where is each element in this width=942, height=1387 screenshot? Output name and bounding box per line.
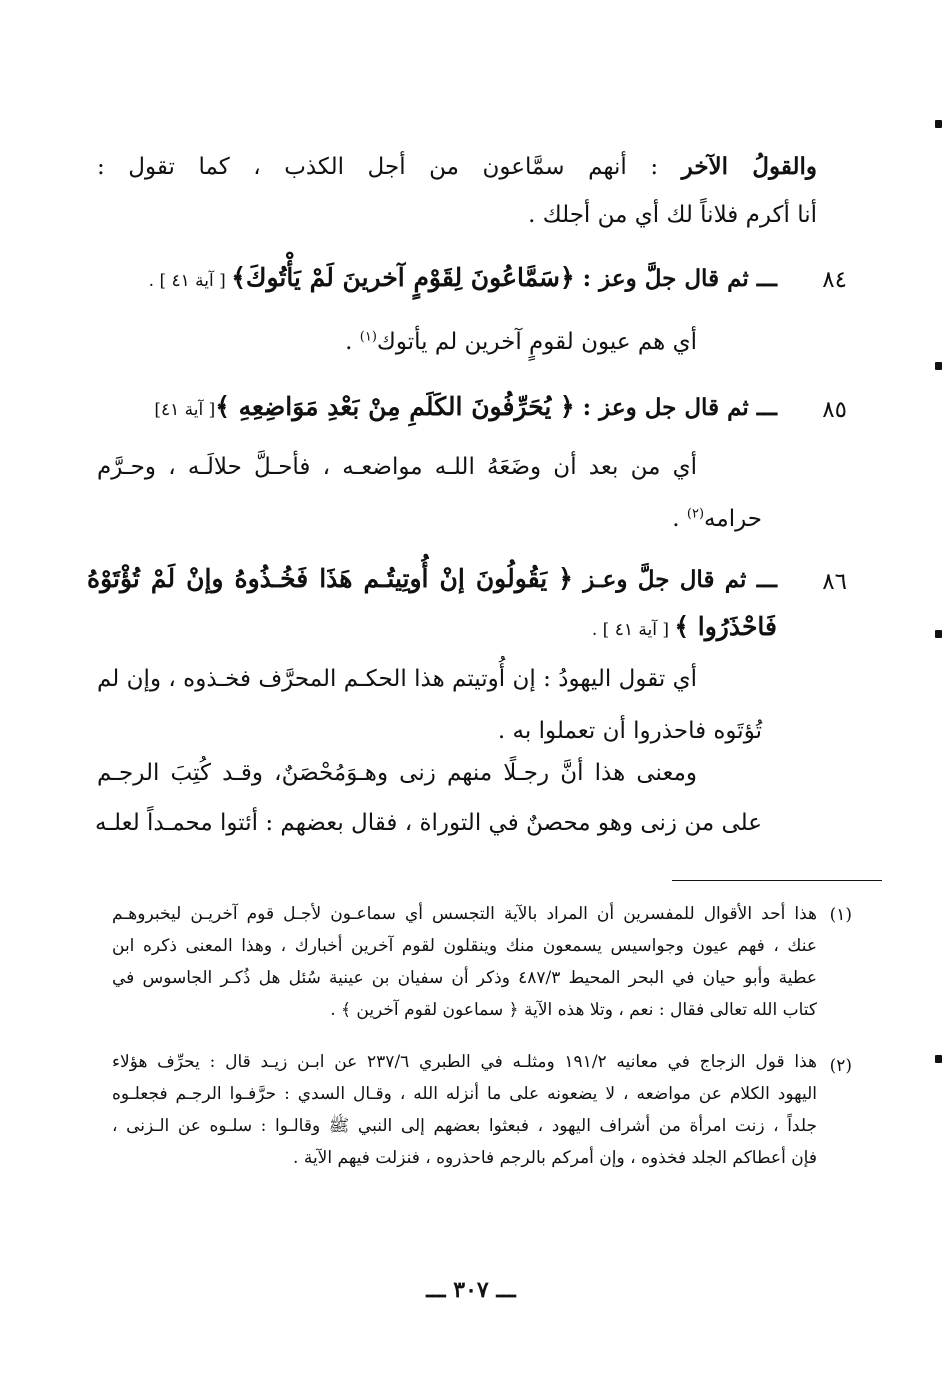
entry-number: ٨٥ xyxy=(822,397,847,423)
footnote-number: (٢) xyxy=(829,1056,852,1076)
footnote-number: (١) xyxy=(829,905,852,925)
body-text: ومعنى هذا أنَّ رجـلًا منهم زنى وهـوَمُحْصَنٌ، وقـد كُتِبَ الرجـم xyxy=(97,760,697,786)
footnote-line: هذا قول الزجاج في معانيه ١٩١/٢ ومثلـه في الطبري ٢٣٧/٦ عن ابـن زيـد قال : يحرِّف هؤلاء xyxy=(112,1052,817,1072)
body-line xyxy=(97,452,697,482)
footnote-line: هذا أحد الأقوال للمفسرين أن المراد بالآية التجسس أي سماعـون لأجـل قوم آخريـن ليخبروهـم xyxy=(112,904,817,924)
body-text: أي هم عيون لقومٍ آخرين لم يأتوك xyxy=(376,329,697,355)
entry-heading xyxy=(87,392,777,425)
quran-quote: ﴿ يَقُولُونَ إنْ أُوتِيتُـم هَذَا فَخُـذُوهُ وإنْ لَمْ تُؤْتَوْهُ xyxy=(87,564,573,593)
entry-lead: ـــ ثم قال جلَّ وعز : xyxy=(574,265,777,292)
verse-reference: [ آية ٤١ ] . xyxy=(148,271,232,291)
body-line xyxy=(528,200,817,230)
entry-heading-cont xyxy=(592,612,777,645)
quran-quote: ﴿سَمَّاعُونَ لِقَوْمٍ آخرينَ لَمْ يَأْتُوكَ﴾ xyxy=(231,263,575,292)
quran-quote: فَاحْذَرُوا ﴾ xyxy=(674,612,777,641)
footnote-line: فإن أعطاكم الجلد فخذوه ، وإن أمركم بالرجم فاحذروه ، فنزلت فيهم الآية . xyxy=(293,1148,817,1168)
body-text: أي تقول اليهودُ : إن أُوتيتم هذا الحكـم المحرَّف فخـذوه ، وإن لم xyxy=(97,666,697,692)
entry-lead: ـــ ثم قال جلَّ وعـز xyxy=(572,566,777,593)
body-line xyxy=(97,758,697,788)
footnote-line: كتاب الله تعالى فقال : نعم ، وتلا هذه الآية ﴿ سماعون لقوم آخرين ﴾ . xyxy=(330,1000,817,1020)
footnote-line: عطية وأبو حيان في البحر المحيط ٤٨٧/٣ وذكر أن سفيان بن عينية سُئل هل ذُكـر الجاسوس في xyxy=(112,968,817,988)
body-text: على من زنى وهو محصنٌ في التوراة ، فقال بعضهم : أئتوا محمـداً لعلـه xyxy=(94,810,762,836)
footnote-marker: (١) xyxy=(359,329,377,345)
entry-number: ٨٦ xyxy=(822,569,847,595)
scan-edge-mark xyxy=(935,630,942,638)
body-text: : أنهم سمَّاعون من أجل الكذب ، كما تقول : xyxy=(97,154,682,180)
entry-heading xyxy=(87,564,777,595)
body-line xyxy=(97,152,817,182)
footnote-line: جلداً ، زنت امرأة من أشراف اليهود ، فبعثوا بعضهم إلى النبي ﷺ وقالـوا : سلـوه عن الـزنى ، xyxy=(112,1116,817,1136)
entry-lead: ـــ ثم قال جل وعز : xyxy=(574,394,777,421)
page-number: ـــ ٣٠٧ ـــ xyxy=(426,1277,516,1303)
body-line: أي هم عيون لقومٍ آخرين لم يأتوك$^{(١)}$ . xyxy=(345,329,697,355)
body-line xyxy=(94,808,762,838)
body-text: أنا أكرم فلاناً لك أي من أجلك . xyxy=(528,202,817,228)
footnote-line: اليهود الكلام عن مواضعه ، لا يضعونه على ما أنزله الله ، وقـال السدي : حرَّفـوا الرجـم فجعلـوه xyxy=(112,1084,817,1104)
body-line xyxy=(97,664,697,694)
term-heading: والقولُ الآخر xyxy=(681,153,818,180)
scan-edge-mark xyxy=(935,120,942,128)
body-line xyxy=(498,716,762,746)
footnote-separator xyxy=(672,880,882,881)
body-line: حرامه$^{(٢)}$ . xyxy=(672,506,762,532)
entry-heading xyxy=(87,263,777,296)
footnote-marker: (٢) xyxy=(686,506,705,522)
entry-number: ٨٤ xyxy=(822,267,847,293)
scan-edge-mark xyxy=(935,362,942,370)
scan-edge-mark xyxy=(935,1055,942,1063)
verse-reference: [ آية ٤١ ] . xyxy=(591,620,675,640)
body-text: تُؤتَوه فاحذروا أن تعملوا به . xyxy=(497,718,762,744)
body-text: أي من بعد أن وضَعَهُ اللـه مواضعـه ، فأحـلَّ حلالَـه ، وحـرَّم xyxy=(97,454,697,480)
body-text: حرامه xyxy=(704,506,762,532)
verse-reference: [ آية ٤١] xyxy=(154,400,216,420)
quran-quote: ﴿ يُحَرِّفُونَ الكَلَمِ مِنْ بَعْدِ مَوَاضِعِهِ ﴾ xyxy=(215,392,575,421)
footnote-line: عنك ، فهم عيون وجواسيس يسمعون منك وينقلون لقوم آخرين أخبارك ، وهذا المعنى ذكره ابن xyxy=(112,936,817,956)
